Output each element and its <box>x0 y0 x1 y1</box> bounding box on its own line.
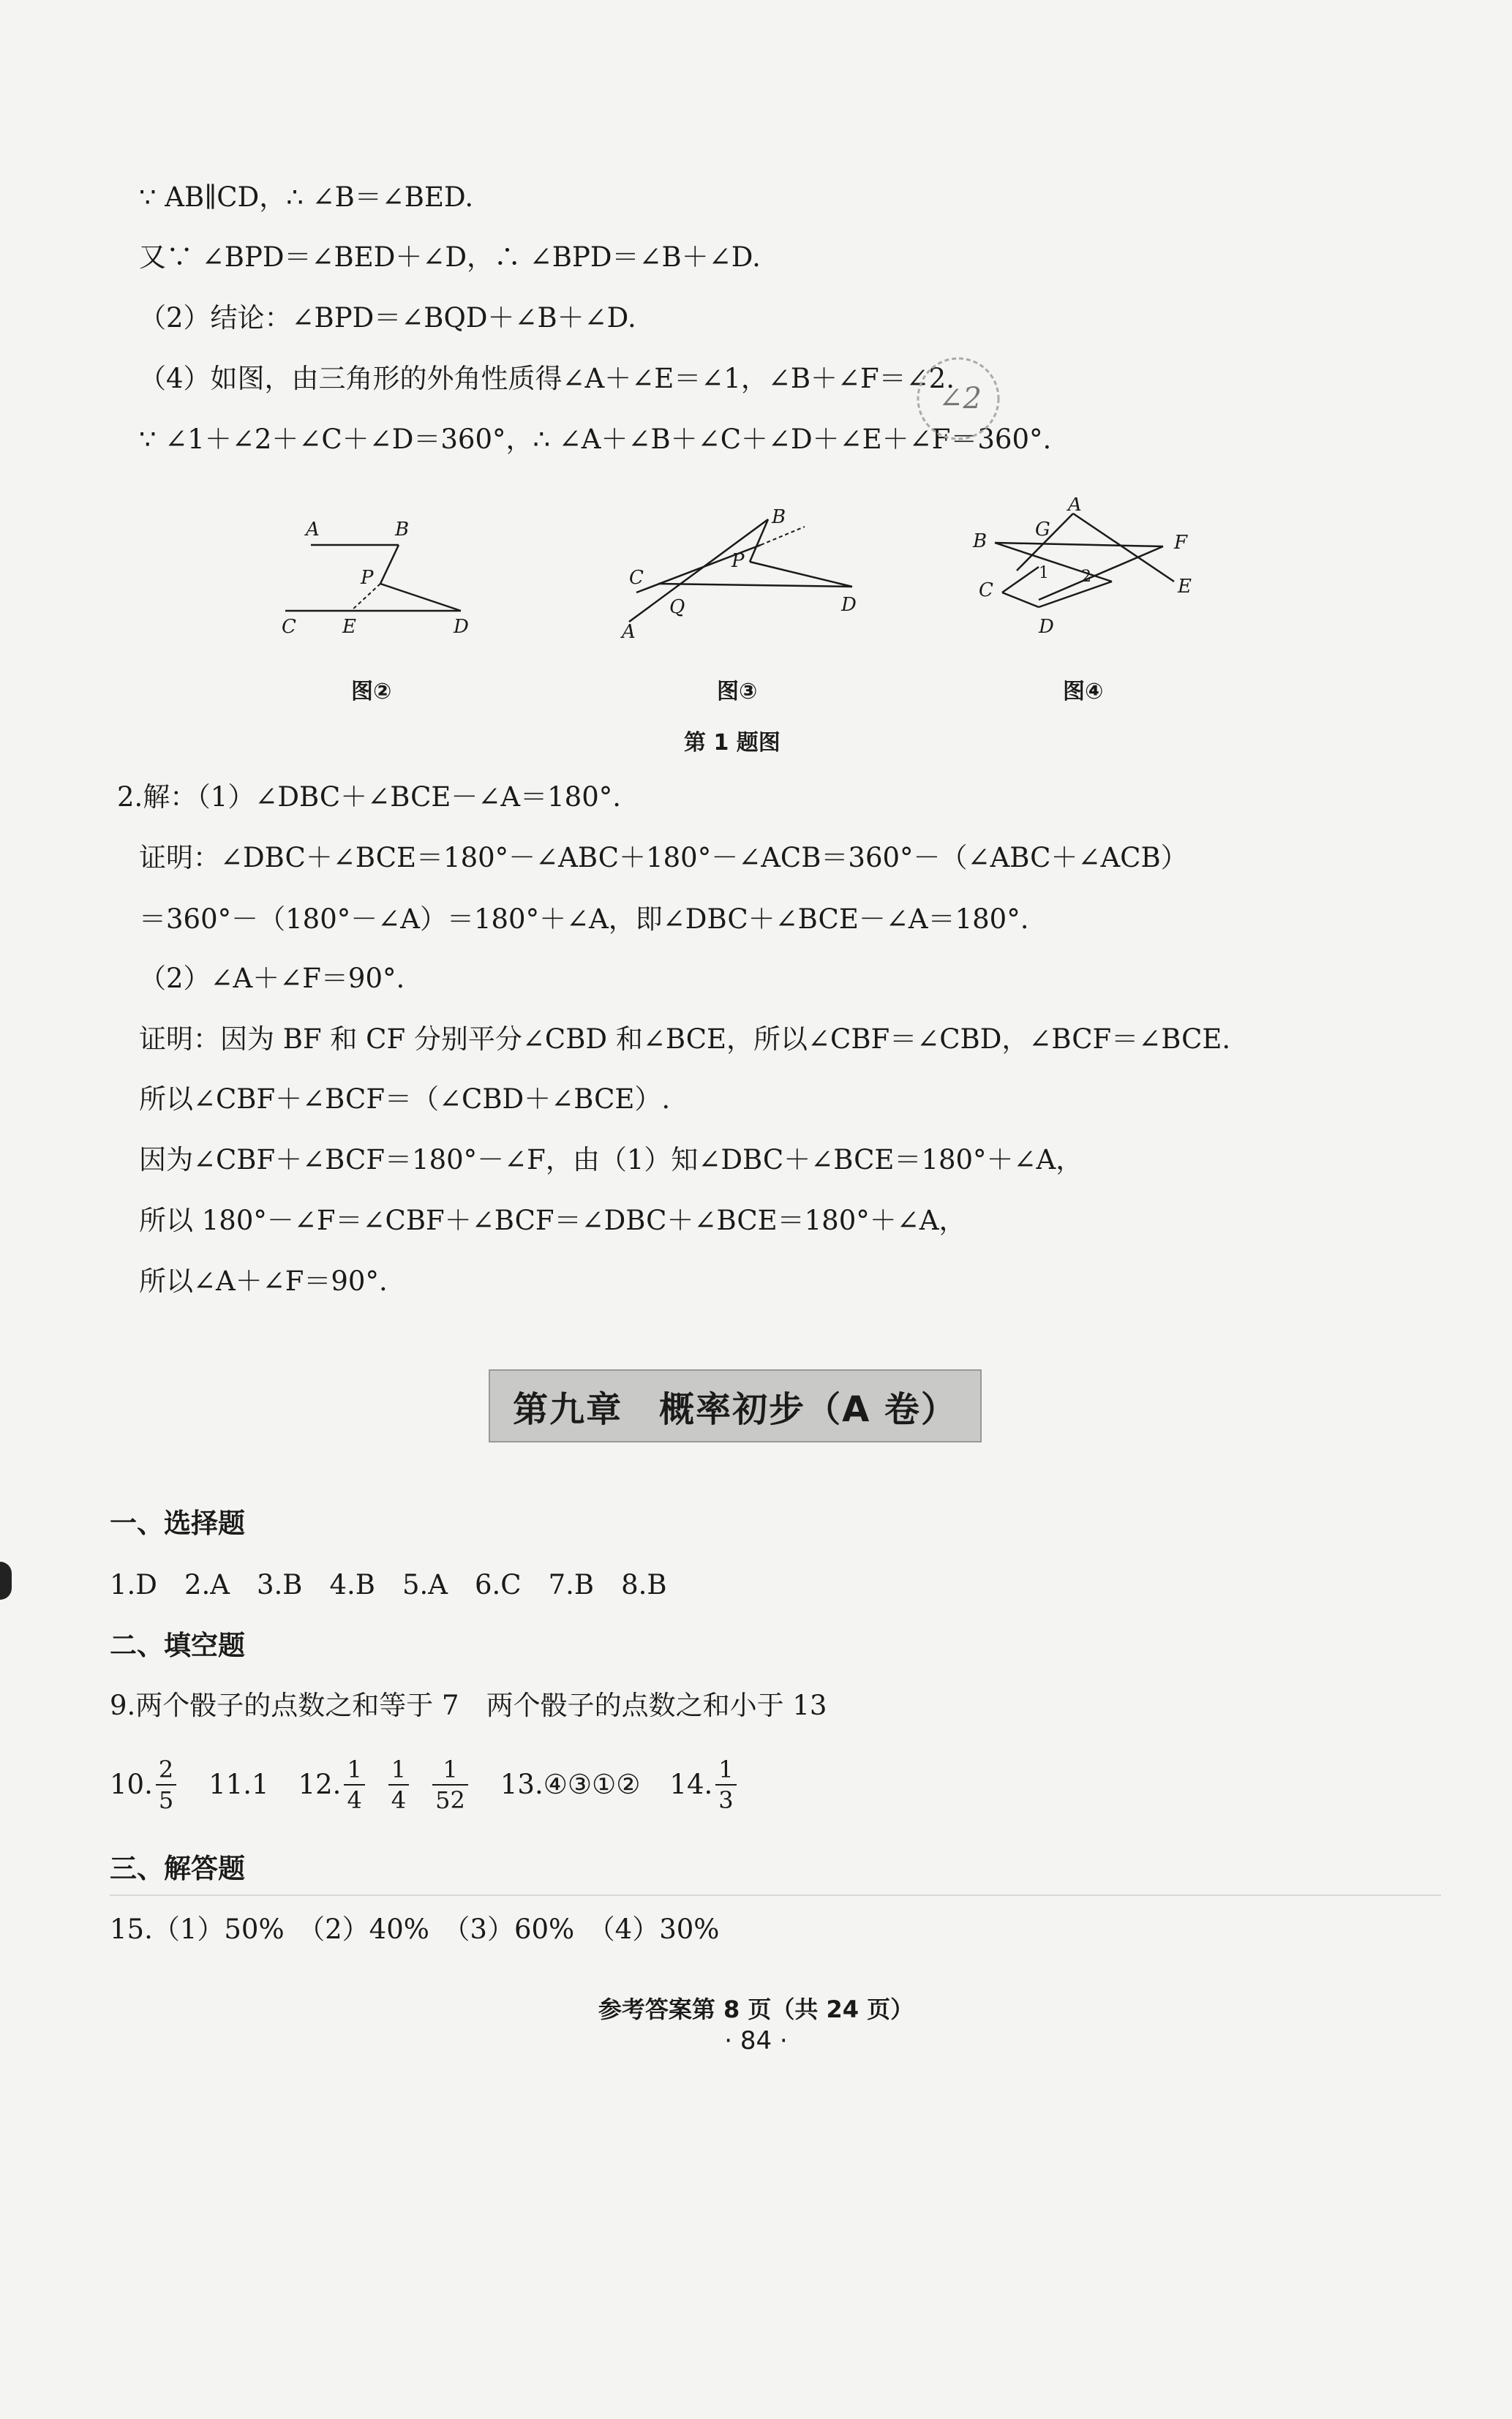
stamp-mark <box>911 351 1006 446</box>
fig3-label-B: B <box>772 506 786 528</box>
q2-line-6: 所以∠CBF＋∠BCF＝（∠CBD＋∠BCE）. <box>139 1083 671 1115</box>
q2-line-4: （2）∠A＋∠F＝90°. <box>139 963 405 994</box>
proof-line-1: ∵ AB∥CD，∴ ∠B＝∠BED. <box>139 181 474 213</box>
chapter-title: 第九章 概率初步（A 卷） <box>489 1369 982 1442</box>
q2-line-2: 证明：∠DBC＋∠BCE＝180°－∠ABC＋180°－∠ACB＝360°－（∠ABC＋∠ACB） <box>139 842 1188 873</box>
q12-fraction-c: $\frac{1}{52}$ <box>432 1758 468 1812</box>
q2-line-3: ＝360°－（180°－∠A）＝180°＋∠A，即∠DBC＋∠BCE－∠A＝180°. <box>139 903 1029 935</box>
fig3-label-P: P <box>731 550 745 572</box>
fig3-label-C: C <box>629 567 644 589</box>
footer-page-number: · 84 · <box>724 2026 788 2055</box>
fig2-label-A: A <box>306 519 320 541</box>
stamp-text: ∠2 <box>939 382 982 415</box>
q14-fraction: $\frac{1}{3}$ <box>715 1758 736 1812</box>
fig3-label-D: D <box>841 594 857 616</box>
proof-line-2: 又∵ ∠BPD＝∠BED＋∠D，∴ ∠BPD＝∠B＋∠D. <box>139 241 761 273</box>
fig4-label-F: F <box>1174 532 1188 554</box>
fig4-label-1: 1 <box>1039 564 1049 582</box>
q2-line-8: 所以 180°－∠F＝∠CBF＋∠BCF＝∠DBC＋∠BCE＝180°＋∠A， <box>139 1205 966 1236</box>
section-1-answers: 1.D 2.A 3.B 4.B 5.A 6.C 7.B 8.B <box>110 1569 667 1600</box>
q12-fraction-a: $\frac{1}{4}$ <box>344 1758 364 1812</box>
fig4-label-G: G <box>1035 519 1050 541</box>
fig2-label-E: E <box>342 616 356 638</box>
q10-fraction: $\frac{2}{5}$ <box>156 1758 176 1812</box>
q2-line-7: 因为∠CBF＋∠BCF＝180°－∠F，由（1）知∠DBC＋∠BCE＝180°＋∠A， <box>139 1144 1083 1175</box>
fig3-label-Q: Q <box>669 596 685 618</box>
q11-answer: 11.1 <box>208 1769 269 1800</box>
fig4-label-C: C <box>979 579 993 601</box>
fig4-label-E: E <box>1178 576 1192 598</box>
q14-label: 14. <box>669 1769 713 1800</box>
figure-4 <box>966 497 1214 644</box>
figures-group-caption: 第 1 题图 <box>684 730 781 756</box>
fig4-label-2: 2 <box>1081 568 1091 586</box>
proof-line-5: ∵ ∠1＋∠2＋∠C＋∠D＝360°，∴ ∠A＋∠B＋∠C＋∠D＋∠E＋∠F＝360°. <box>139 424 1052 455</box>
fig2-label-B: B <box>395 519 410 541</box>
figure-3-caption: 图③ <box>717 679 758 704</box>
section-3-heading: 三、解答题 <box>110 1853 245 1884</box>
fig2-label-D: D <box>454 616 469 638</box>
figure-2 <box>278 497 497 644</box>
section-1-heading: 一、选择题 <box>110 1508 245 1539</box>
fig2-label-C: C <box>282 616 296 638</box>
q2-line-5: 证明：因为 BF 和 CF 分别平分∠CBD 和∠BCE，所以∠CBF＝∠CBD，∠BCF＝∠BCE. <box>139 1023 1231 1055</box>
edge-mark <box>0 1562 12 1600</box>
figure-4-caption: 图④ <box>1063 679 1104 704</box>
fig4-label-A: A <box>1068 497 1082 516</box>
fraction-answers-row <box>110 1752 740 1818</box>
q10-label: 10. <box>110 1769 153 1800</box>
footer-page-info: 参考答案第 8 页（共 24 页） <box>598 1995 914 2023</box>
proof-line-3: （2）结论：∠BPD＝∠BQD＋∠B＋∠D. <box>139 302 636 334</box>
proof-line-4: （4）如图，由三角形的外角性质得∠A＋∠E＝∠1，∠B＋∠F＝∠2. <box>139 363 955 394</box>
q2-line-1: 2.解：（1）∠DBC＋∠BCE－∠A＝180°. <box>117 781 621 813</box>
fig4-label-B: B <box>973 530 988 552</box>
q15-answer: 15.（1）50% （2）40% （3）60% （4）30% <box>110 1914 720 1945</box>
fig2-label-P: P <box>361 567 374 589</box>
fig4-label-D: D <box>1039 616 1054 638</box>
figure-3 <box>614 497 878 644</box>
q12-fraction-b: $\frac{1}{4}$ <box>388 1758 409 1812</box>
q9-answer: 9.两个骰子的点数之和等于 7 两个骰子的点数之和小于 13 <box>110 1690 827 1721</box>
q12-label: 12. <box>298 1769 342 1800</box>
q2-line-9: 所以∠A＋∠F＝90°. <box>139 1265 388 1297</box>
section-2-heading: 二、填空题 <box>110 1630 245 1661</box>
q13-answer: 13.④③①② <box>500 1769 641 1800</box>
divider <box>110 1895 1441 1896</box>
figure-2-caption: 图② <box>351 679 392 704</box>
fig3-label-A: A <box>622 621 636 643</box>
